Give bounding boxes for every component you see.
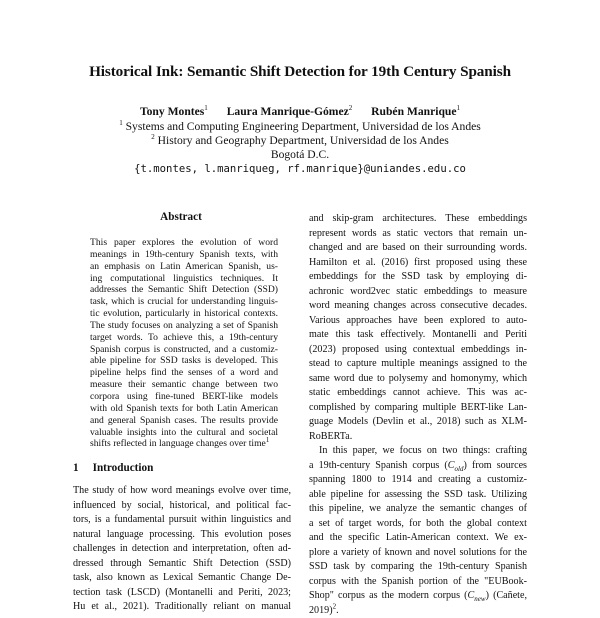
abstract-line: pipeline helps find the senses of a word and	[90, 367, 278, 379]
body-line: (2023) proposed using contextual embeddings in-	[309, 343, 527, 358]
abstract-line: and general Spanish cases. The results provide	[90, 415, 278, 427]
body-line: RoBERTa.	[309, 430, 527, 445]
body-line: changed and are based on their surrounding words.	[309, 241, 527, 256]
body-text: 2019)	[309, 605, 333, 616]
body-line: task, also known as Lexical Semantic Change De-	[73, 571, 291, 586]
author-list	[0, 105, 600, 118]
author-affil-mark: 2	[349, 104, 353, 112]
body-text: ) (Cañete,	[486, 590, 527, 601]
author-1	[140, 105, 208, 118]
affiliation-2	[0, 134, 600, 148]
body-line: SSD task by comparing the 19th-century Spanish	[309, 560, 527, 575]
body-line: stead to capture multiple meanings assigned to the	[309, 357, 527, 372]
math-symbol: C	[468, 590, 475, 601]
body-text: a 19th-century Spanish corpus (	[309, 460, 448, 471]
body-line: Various approaches have been explored to auto-	[309, 314, 527, 329]
body-line: spanning 1800 to 1914 and creating a customiz-	[309, 473, 527, 488]
body-line-c-old	[309, 459, 527, 474]
abstract-body	[90, 237, 278, 450]
body-line: Hamilton et al. (2016) first proposed using these	[309, 256, 527, 271]
abstract-line: able pipeline for SSD tasks is developed. This	[90, 355, 278, 367]
affiliation-city: Bogotá D.C.	[0, 148, 600, 162]
section-title: Introduction	[93, 462, 154, 474]
body-line-c-new	[309, 589, 527, 604]
math-subscript: new	[474, 595, 485, 603]
body-line-last	[309, 604, 527, 618]
body-line: mate this task effectively. Montanelli and Periti	[309, 328, 527, 343]
abstract-line: corpora using fine-tuned BERT-like models	[90, 391, 278, 403]
body-line: natural language processing. This evolution poses	[73, 528, 291, 543]
body-line: corpus with the Spanish portion of the "EUBook-	[309, 575, 527, 590]
body-line: achronic word2vec static embeddings to measure	[309, 285, 527, 300]
abstract-line: addresses the Semantic Shift Detection (SSD)	[90, 284, 278, 296]
abstract-line: task, which is crucial for understanding linguis-	[90, 296, 278, 308]
body-line: dressed through Semantic Shift Detection (SSD)	[73, 557, 291, 572]
abstract-line: tic evolution, particularly in historical contexts.	[90, 308, 278, 320]
body-text: ) from sources	[463, 460, 527, 471]
affiliation-text: History and Geography Department, Universidad de los Andes	[158, 134, 449, 147]
author-emails: {t.montes, l.manriqueg, rf.manrique}@uniandes.edu.co	[0, 163, 600, 175]
body-line: this pipeline, we analyze the semantic changes of	[309, 502, 527, 517]
abstract-line-text: shifts reflected in language changes over time	[90, 438, 266, 449]
abstract-line-last	[90, 438, 278, 450]
affiliation-mark: 1	[119, 119, 123, 127]
body-line: and the specific Latin-American context. We ex-	[309, 531, 527, 546]
affiliation-1	[0, 120, 600, 134]
body-line: plore a variety of known and novel solutions for the	[309, 546, 527, 561]
affiliation-mark: 2	[151, 133, 155, 141]
body-text: Shop" corpus as the modern corpus (	[309, 590, 468, 601]
abstract-line: meanings in 19th-century Spanish texts, with	[90, 249, 278, 261]
footnote-mark: 2	[333, 602, 337, 610]
body-line: The study of how word meanings evolve over time,	[73, 484, 291, 499]
abstract-line: target words. To achieve this, a 19th-century	[90, 332, 278, 344]
body-line: challenges in detection and interpretation, often ad-	[73, 542, 291, 557]
body-line: a set of target words, for both the global context	[309, 517, 527, 532]
body-line: and skip-gram architectures. These embeddings	[309, 212, 527, 227]
abstract-heading: Abstract	[73, 211, 289, 223]
abstract-line: The study focuses on analyzing a set of Spanish	[90, 320, 278, 332]
math-symbol: C	[448, 460, 455, 471]
author-name: Rubén Manrique	[371, 105, 456, 118]
section-number: 1	[73, 462, 79, 474]
math-subscript: old	[455, 465, 464, 473]
body-line: Hu et al., 2021). Traditionally reliant on manual	[73, 600, 291, 615]
body-line: guage Models (Devlin et al., 2018) such as XLM-	[309, 415, 527, 430]
body-line: embeddings for the SSD task by employing di-	[309, 270, 527, 285]
body-line: tors, is a fundamental pursuit within linguistics and	[73, 513, 291, 528]
body-line: influenced by social, historical, and political fac-	[73, 499, 291, 514]
body-text: .	[336, 605, 339, 616]
abstract-line: measure their semantic change between two	[90, 379, 278, 391]
left-column-text	[73, 484, 291, 615]
footnote-mark: 1	[266, 436, 270, 444]
section-heading-introduction	[73, 462, 167, 474]
abstract-line: with old Spanish texts for both Latin American	[90, 403, 278, 415]
author-3	[371, 105, 460, 118]
abstract-line: valuable insights into the cultural and societal	[90, 427, 278, 439]
body-line: tection task (LSCD) (Montanelli and Periti, 2023;	[73, 586, 291, 601]
abstract-line: Spanish corpus is constructed, and a customiz-	[90, 344, 278, 356]
body-line: In this paper, we focus on two things: crafting	[309, 444, 527, 459]
abstract-line: ing computational linguistics techniques. It	[90, 273, 278, 285]
body-line: able pipeline for assessing the SSD task. Utilizing	[309, 488, 527, 503]
abstract-line: This paper explores the evolution of word	[90, 237, 278, 249]
author-name: Laura Manrique-Gómez	[227, 105, 349, 118]
author-2	[227, 105, 353, 118]
body-line: complished by comparing multiple BERT-like Lan-	[309, 401, 527, 416]
author-name: Tony Montes	[140, 105, 204, 118]
abstract-line: an emphasis on Latin American Spanish, us-	[90, 261, 278, 273]
affiliation-text: Systems and Computing Engineering Department, Universidad de los Andes	[126, 120, 481, 133]
author-affil-mark: 1	[204, 104, 208, 112]
body-line: same word due to polysemy and homonymy, which	[309, 372, 527, 387]
right-column-text	[309, 212, 527, 618]
body-line: word meaning changes across consecutive decades.	[309, 299, 527, 314]
body-line: represent words as static vectors that remain un-	[309, 227, 527, 242]
body-line: static embeddings cannot achieve. This was ac-	[309, 386, 527, 401]
author-affil-mark: 1	[457, 104, 461, 112]
paper-title: Historical Ink: Semantic Shift Detection for 19th Century Spanish	[0, 63, 600, 81]
